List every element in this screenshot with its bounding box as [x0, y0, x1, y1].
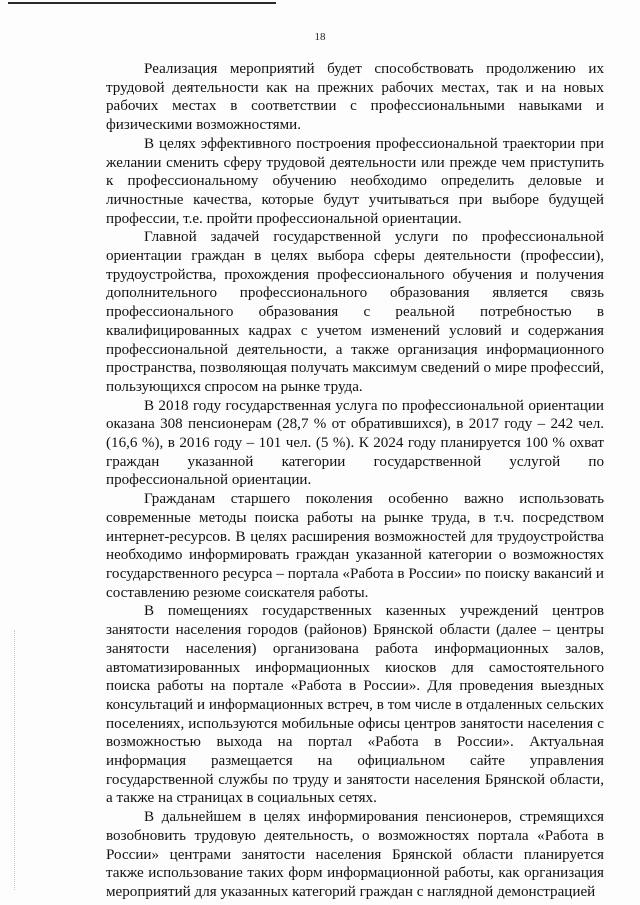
top-rule	[8, 2, 276, 4]
body-text	[106, 60, 604, 902]
scan-edge-mark	[14, 630, 16, 890]
paragraph: В помещениях государственных казенных учреждений центров занятости населения городов (районов) Брянской области (далее – центры занятости населения) организована работа информационных залов, автоматизированных информационных киосков для самостоятельного поиска работы на портале «Работа в России». Для проведения выездных консультаций и информационных встреч, в том числе в отдаленных сельских поселениях, используются мобильные офисы центров занятости населения с возможностью выхода на портал «Работа в России». Актуальная информация размещается на официальном сайте управления государственной службы по труду и занятости населения Брянской области, а также на страницах в социальных сетях.	[106, 603, 604, 807]
page-number: 18	[314, 31, 326, 43]
paragraph: Гражданам старшего поколения особенно важно использовать современные методы поиска работы на рынке труда, в т.ч. посредством интернет-ресурсов. В целях расширения возможностей для трудоустройства необходимо информировать граждан указанной категории о возможностях государственного ресурса – портала «Работа в России» по поиску вакансий и составлению резюме соискателя работы.	[106, 491, 604, 601]
paragraph: В дальнейшем в целях информирования пенсионеров, стремящихся возобновить трудовую деятельность, о возможностях портала «Работа в России» центрами занятости населения Брянской области планируется также использование таких форм информационной работы, как организация мероприятий для указанных категорий граждан с наглядной демонстрацией	[106, 809, 604, 900]
paragraph: Главной задачей государственной услуги по профессиональной ориентации граждан в целях выбора сферы деятельности (профессии), трудоустройства, прохождения профессионального обучения и получения дополнительного профессионального образования является связь профессионального образования с реальной потребностью в квалифицированных кадрах с учетом изменений условий и содержания профессиональной деятельности, а также организация информационного пространства, позволяющая получать максимум сведений о мире профессий, пользующихся спросом на рынке труда.	[106, 229, 604, 395]
paragraph: Реализация мероприятий будет способствовать продолжению их трудовой деятельности как на прежних рабочих местах, так и на новых рабочих местах в соответствии с профессиональными навыками и физическими возможностями.	[106, 61, 604, 134]
paragraph: В 2018 году государственная услуга по профессиональной ориентации оказана 308 пенсионерам (28,7 % от обратившихся), в 2017 году – 242 чел. (16,6 %), в 2016 году – 101 чел. (5 %). К 2024 году планируется 100 % охват граждан указанной категории государственной услугой по профессиональной ориентации.	[106, 397, 604, 489]
paragraph: В целях эффективного построения профессиональной траектории при желании сменить сферу трудовой деятельности или прежде чем приступить к профессиональному обучению необходимо определить деловые и личностные качества, которые будут учитываться при выборе будущей профессии, т.е. пройти профессиональной ориентации.	[106, 135, 604, 227]
